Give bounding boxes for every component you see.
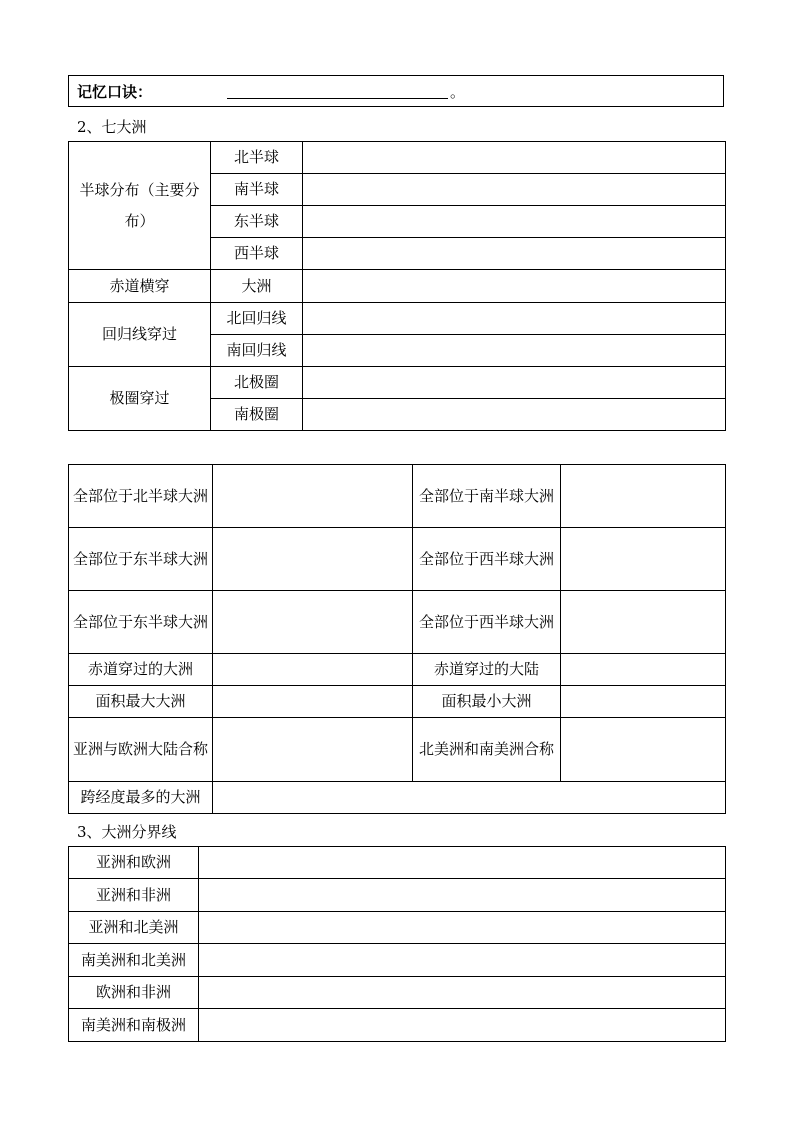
eurasia-answer[interactable]	[213, 718, 413, 782]
equator-continent-answer[interactable]	[303, 270, 726, 303]
all-western-hemisphere-answer-2[interactable]	[561, 591, 726, 654]
eastern-hemisphere-answer[interactable]	[303, 206, 726, 238]
section-heading-seven-continents: 2、七大洲	[77, 118, 147, 136]
widest-longitude-continent-label: 跨经度最多的大洲	[69, 782, 213, 814]
equator-continents-answer[interactable]	[213, 654, 413, 686]
all-eastern-hemisphere-label-2: 全部位于东半球大洲	[69, 591, 213, 654]
tropic-of-capricorn-answer[interactable]	[303, 335, 726, 367]
northern-hemisphere-answer[interactable]	[303, 142, 726, 174]
northern-hemisphere-label: 北半球	[211, 142, 303, 174]
largest-continent-label: 面积最大大洲	[69, 686, 213, 718]
smallest-continent-answer[interactable]	[561, 686, 726, 718]
all-western-hemisphere-label-2: 全部位于西半球大洲	[413, 591, 561, 654]
continent-facts-table	[68, 464, 726, 814]
all-western-hemisphere-answer[interactable]	[561, 528, 726, 591]
all-southern-hemisphere-label: 全部位于南半球大洲	[413, 465, 561, 528]
equator-landmasses-answer[interactable]	[561, 654, 726, 686]
largest-continent-answer[interactable]	[213, 686, 413, 718]
boundary-label-south-america-antarctica: 南美洲和南极洲	[69, 1009, 199, 1042]
tropic-of-cancer-answer[interactable]	[303, 303, 726, 335]
boundary-label-south-north-america: 南美洲和北美洲	[69, 944, 199, 977]
memory-mnemonic-box	[68, 75, 724, 107]
all-western-hemisphere-label: 全部位于西半球大洲	[413, 528, 561, 591]
equator-continents-label: 赤道穿过的大洲	[69, 654, 213, 686]
section-heading-continent-boundaries: 3、大洲分界线	[77, 823, 177, 841]
memory-mnemonic-blank[interactable]	[227, 98, 448, 99]
boundary-answer-asia-africa[interactable]	[199, 879, 726, 912]
memory-mnemonic-label: 记忆口诀：	[77, 83, 153, 101]
americas-label: 北美洲和南美洲合称	[413, 718, 561, 782]
americas-answer[interactable]	[561, 718, 726, 782]
boundary-answer-asia-europe[interactable]	[199, 847, 726, 879]
all-northern-hemisphere-label: 全部位于北半球大洲	[69, 465, 213, 528]
smallest-continent-label: 面积最小大洲	[413, 686, 561, 718]
southern-hemisphere-answer[interactable]	[303, 174, 726, 206]
boundary-label-asia-north-america: 亚洲和北美洲	[69, 912, 199, 944]
tropic-of-cancer-label: 北回归线	[211, 303, 303, 335]
boundary-label-europe-africa: 欧洲和非洲	[69, 977, 199, 1009]
boundary-answer-south-america-antarctica[interactable]	[199, 1009, 726, 1042]
hemisphere-distribution-label: 半球分布（主要分布）	[69, 142, 211, 270]
all-eastern-hemisphere-label: 全部位于东半球大洲	[69, 528, 213, 591]
continent-label: 大洲	[211, 270, 303, 303]
polar-circle-crossing-label: 极圈穿过	[69, 367, 211, 431]
all-eastern-hemisphere-answer-2[interactable]	[213, 591, 413, 654]
boundary-answer-asia-north-america[interactable]	[199, 912, 726, 944]
antarctic-circle-answer[interactable]	[303, 399, 726, 431]
boundary-label-asia-europe: 亚洲和欧洲	[69, 847, 199, 879]
western-hemisphere-label: 西半球	[211, 238, 303, 270]
continents-distribution-table	[68, 141, 726, 431]
boundary-answer-south-north-america[interactable]	[199, 944, 726, 977]
all-southern-hemisphere-answer[interactable]	[561, 465, 726, 528]
boundary-answer-europe-africa[interactable]	[199, 977, 726, 1009]
arctic-circle-answer[interactable]	[303, 367, 726, 399]
widest-longitude-continent-answer[interactable]	[213, 782, 726, 814]
eurasia-label: 亚洲与欧洲大陆合称	[69, 718, 213, 782]
all-northern-hemisphere-answer[interactable]	[213, 465, 413, 528]
equator-crossing-label: 赤道横穿	[69, 270, 211, 303]
antarctic-circle-label: 南极圈	[211, 399, 303, 431]
memory-mnemonic-period: 。	[450, 83, 466, 101]
all-eastern-hemisphere-answer[interactable]	[213, 528, 413, 591]
equator-landmasses-label: 赤道穿过的大陆	[413, 654, 561, 686]
southern-hemisphere-label: 南半球	[211, 174, 303, 206]
continent-boundaries-table	[68, 846, 726, 1042]
boundary-label-asia-africa: 亚洲和非洲	[69, 879, 199, 912]
arctic-circle-label: 北极圈	[211, 367, 303, 399]
western-hemisphere-answer[interactable]	[303, 238, 726, 270]
tropic-of-capricorn-label: 南回归线	[211, 335, 303, 367]
tropic-crossing-label: 回归线穿过	[69, 303, 211, 367]
eastern-hemisphere-label: 东半球	[211, 206, 303, 238]
